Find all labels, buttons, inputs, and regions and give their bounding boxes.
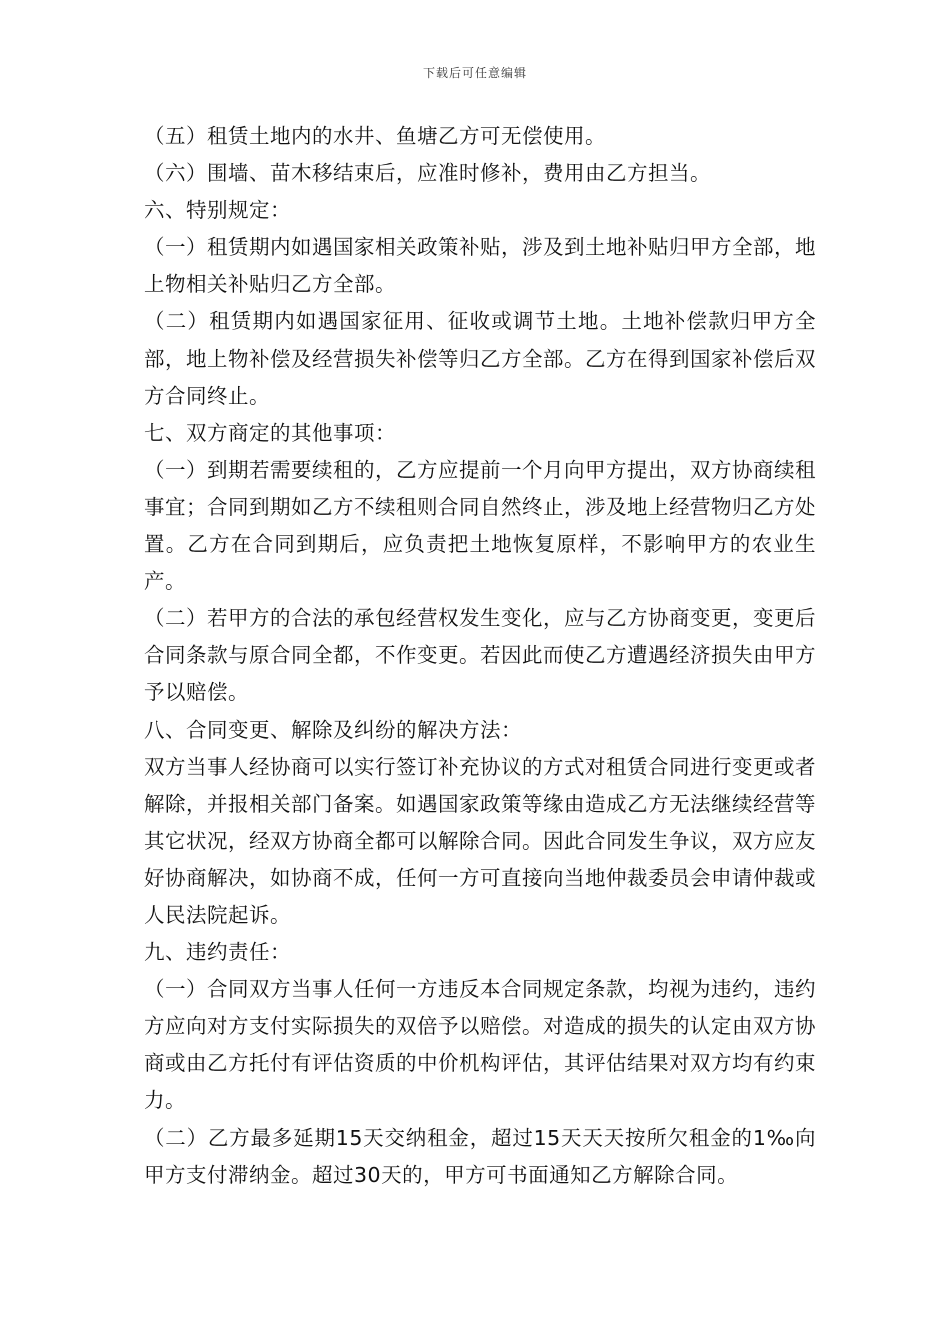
- page-header: 下载后可任意编辑: [422, 66, 527, 80]
- section-7-heading: 七、双方商定的其他事项：: [144, 420, 396, 445]
- clause-9-item-2: （二）乙方最多延期15天交纳租金，超过15天天天按所欠租金的1‰向甲方支付滞纳金。超过30天的，甲方可书面通知乙方解除合同。: [144, 1125, 816, 1187]
- section-9-heading: 九、违约责任：: [144, 940, 291, 965]
- clause-5-item-5: （五）租赁土地内的水井、鱼塘乙方可无偿使用。: [144, 124, 606, 148]
- clause-6-item-1: （一）租赁期内如遇国家相关政策补贴，涉及到土地补贴归甲方全部，地上物相关补贴归乙方全部。: [144, 235, 816, 297]
- clause-7-item-1: （一）到期若需要续租的，乙方应提前一个月向甲方提出，双方协商续租事宜；合同到期如乙方不续租则合同自然终止，涉及地上经营物归乙方处置。乙方在合同到期后，应负责把土地恢复原样，不影响甲方的农业生产。: [144, 457, 816, 594]
- clause-9-item-1: （一）合同双方当事人任何一方违反本合同规定条款，均视为违约，违约方应向对方支付实际损失的双倍予以赔偿。对造成的损失的认定由双方协商或由乙方托付有评估资质的中价机构评估，其评估结果对双方均有约束力。: [144, 977, 816, 1113]
- section-8-body: 双方当事人经协商可以实行签订补充协议的方式对租赁合同进行变更或者解除，并报相关部门备案。如遇国家政策等缘由造成乙方无法继续经营等其它状况，经双方协商全都可以解除合同。因此合同发生争议，双方应友好协商解决，如协商不成，任何一方可直接向当地仲裁委员会申请仲裁或人民法院起诉。: [144, 754, 816, 927]
- clause-6-item-2: （二）租赁期内如遇国家征用、征收或调节土地。土地补偿款归甲方全部，地上物补偿及经营损失补偿等归乙方全部。乙方在得到国家补偿后双方合同终止。: [144, 309, 816, 408]
- section-8-heading: 八、合同变更、解除及纠纷的解决方法：: [144, 717, 522, 742]
- section-6-heading: 六、特别规定：: [144, 198, 291, 223]
- clause-5-item-6: （六）围墙、苗木移结束后，应准时修补，费用由乙方担当。: [144, 161, 711, 186]
- document-body: [144, 118, 816, 1194]
- clause-7-item-2: （二）若甲方的合法的承包经营权发生变化，应与乙方协商变更，变更后合同条款与原合同全都，不作变更。若因此而使乙方遭遇经济损失由甲方予以赔偿。: [144, 606, 816, 705]
